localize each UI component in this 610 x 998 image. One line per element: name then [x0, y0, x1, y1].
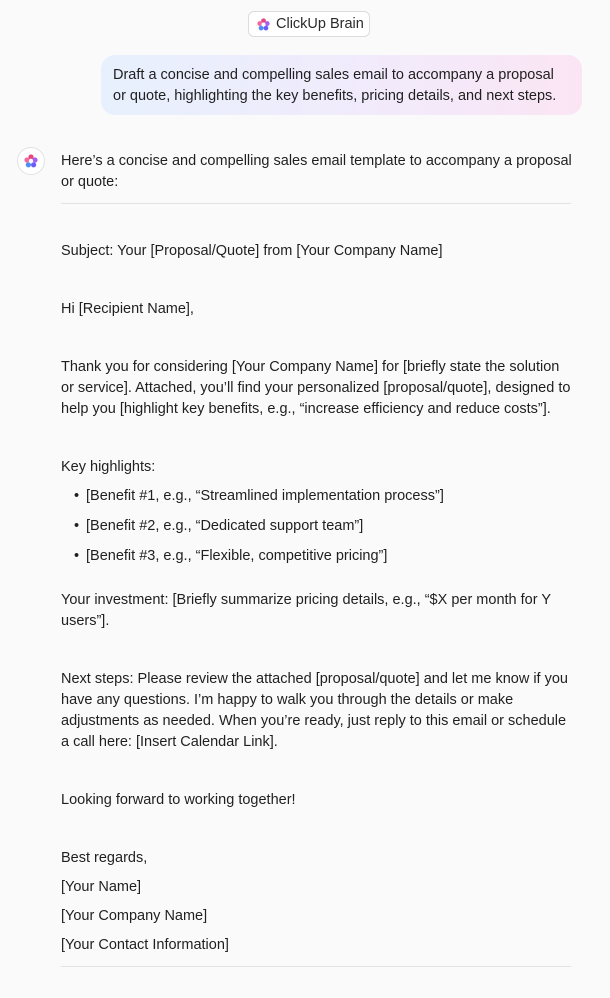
- highlights-list: [61, 486, 573, 576]
- signature-company: [Your Company Name]: [61, 908, 208, 924]
- email-closing-line: Looking forward to working together!: [61, 792, 296, 808]
- app-name: ClickUp Brain: [276, 16, 364, 32]
- user-message-bubble: [101, 55, 582, 115]
- clickup-brain-icon: [257, 18, 270, 31]
- list-item: • [Benefit #3, e.g., “Flexible, competitive pricing”]: [74, 548, 388, 564]
- list-item: • [Benefit #2, e.g., “Dedicated support team”]: [74, 518, 364, 534]
- clickup-brain-badge[interactable]: [248, 11, 370, 37]
- email-sign-off: Best regards,: [61, 850, 148, 866]
- email-investment: Your investment: [Briefly summarize pricing details, e.g., “$X per month for Y users”].: [61, 592, 551, 629]
- clickup-brain-icon: [24, 154, 38, 168]
- signature-name: [Your Name]: [61, 879, 142, 895]
- email-greeting: Hi [Recipient Name],: [61, 301, 194, 317]
- assistant-intro: Here’s a concise and compelling sales email template to accompany a proposal or quote:: [61, 153, 572, 190]
- divider-top: [61, 203, 571, 204]
- highlights-title: Key highlights:: [61, 459, 156, 475]
- assistant-avatar: [17, 147, 45, 175]
- user-message-text: Draft a concise and compelling sales email to accompany a proposal or quote, highlighting the key benefits, pricing details, and next steps.: [113, 67, 557, 104]
- divider-bottom: [61, 966, 571, 967]
- email-body: Thank you for considering [Your Company Name] for [briefly state the solution or service]. Attached, you’ll find your personalized [proposal/quote], designed to help you [highlight key benefits, e.g., “increase efficiency and reduce costs”].: [61, 359, 571, 417]
- email-subject: Subject: Your [Proposal/Quote] from [Your Company Name]: [61, 243, 443, 259]
- assistant-message: [61, 151, 573, 967]
- signature-contact: [Your Contact Information]: [61, 937, 229, 953]
- list-item: • [Benefit #1, e.g., “Streamlined implementation process”]: [74, 488, 444, 504]
- email-next-steps: Next steps: Please review the attached [proposal/quote] and let me know if you have any questions. I’m happy to walk you through the details or make adjustments as needed. When you’re ready, just reply to this email or schedule a call here: [Insert Calendar Link].: [61, 671, 568, 750]
